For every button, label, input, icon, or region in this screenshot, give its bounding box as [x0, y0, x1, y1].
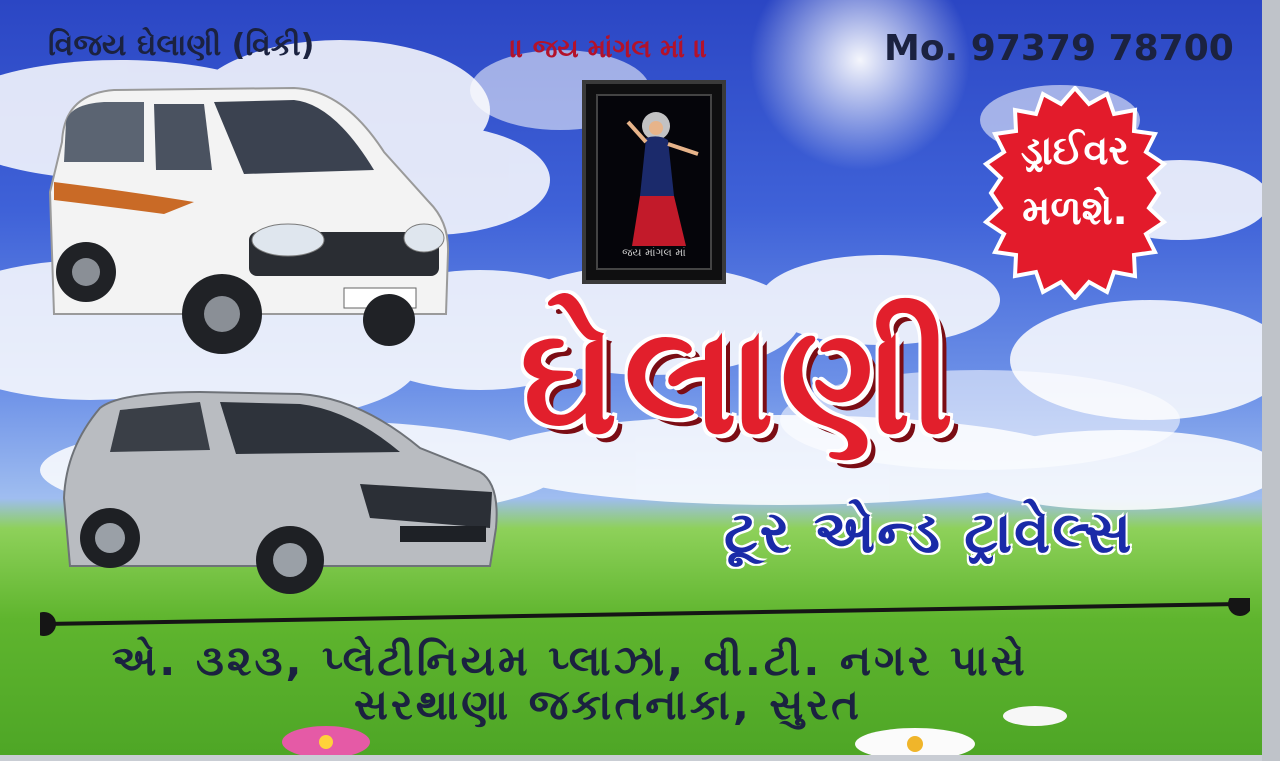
address-line-2: સરથાણા જકાતનાકા, સુરત — [354, 680, 862, 729]
owner-name: વિજય ઘેલાણી (વિકી) — [48, 28, 315, 63]
deity-photo-frame — [582, 80, 726, 284]
seal-line-1: ડ્રાઈવર — [1020, 128, 1130, 174]
brand-name: ઘેલાણી — [520, 294, 960, 468]
pink-flower-icon — [276, 716, 376, 755]
white-flower-small-icon — [1000, 702, 1070, 728]
address-line-1: એ. ૩૨૩, પ્લેટીનિયમ પ્લાઝા, વી.ટી. નગર પાસે — [112, 636, 1028, 685]
deity-caption: જય માંગલ માં — [622, 246, 686, 259]
divider-line — [40, 598, 1250, 638]
card-edge — [1262, 0, 1280, 761]
deity-image — [596, 94, 712, 270]
brand-tagline: ટૂર એન્ડ ટ્રાવેલ્સ — [724, 498, 1134, 566]
seal-line-2: મળશે. — [1022, 188, 1128, 234]
blessing-text: ॥ જય માંગલ માં ॥ — [510, 34, 708, 64]
silver-mpv-image — [60, 388, 502, 598]
white-flower-icon — [850, 722, 980, 755]
white-van-image — [44, 82, 456, 372]
phone-number: Mo. 97379 78700 — [884, 28, 1234, 69]
